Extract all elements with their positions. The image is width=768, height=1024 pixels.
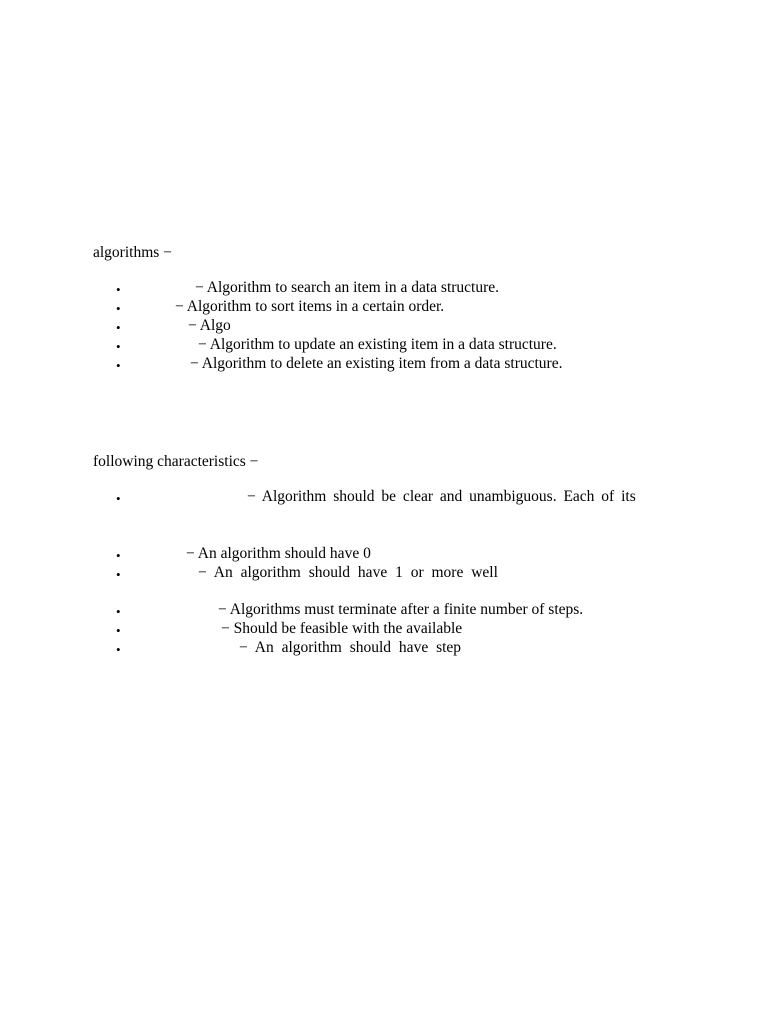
bullet-icon: • <box>116 282 121 297</box>
list-item: − Algorithm to delete an existing item from a data structure. <box>190 355 563 372</box>
bullet-icon: • <box>116 548 121 563</box>
list-item: − Should be feasible with the available <box>221 620 463 637</box>
list-item: − An algorithm should have step <box>239 639 462 656</box>
bullet-icon: • <box>116 604 121 619</box>
bullet-icon: • <box>116 623 121 638</box>
section1-intro: algorithms − <box>93 244 172 261</box>
bullet-icon: • <box>116 301 121 316</box>
list-item: − Algorithm to update an existing item in a data structure. <box>198 336 557 353</box>
list-item: − Algo <box>188 317 231 334</box>
section2-intro: following characteristics − <box>93 453 259 470</box>
list-item: − Algorithm to sort items in a certain order. <box>175 298 445 315</box>
bullet-icon: • <box>116 567 121 582</box>
list-item: − An algorithm should have 1 or more well <box>198 564 498 581</box>
bullet-icon: • <box>116 358 121 373</box>
bullet-icon: • <box>116 491 121 506</box>
bullet-icon: • <box>116 339 121 354</box>
list-item: − An algorithm should have 0 <box>186 545 371 562</box>
list-item: − Algorithm to search an item in a data structure. <box>195 279 500 296</box>
bullet-icon: • <box>116 320 121 335</box>
list-item: − Algorithms must terminate after a finite number of steps. <box>218 601 584 618</box>
list-item: − Algorithm should be clear and unambiguous. Each of its <box>247 488 636 505</box>
bullet-icon: • <box>116 642 121 657</box>
